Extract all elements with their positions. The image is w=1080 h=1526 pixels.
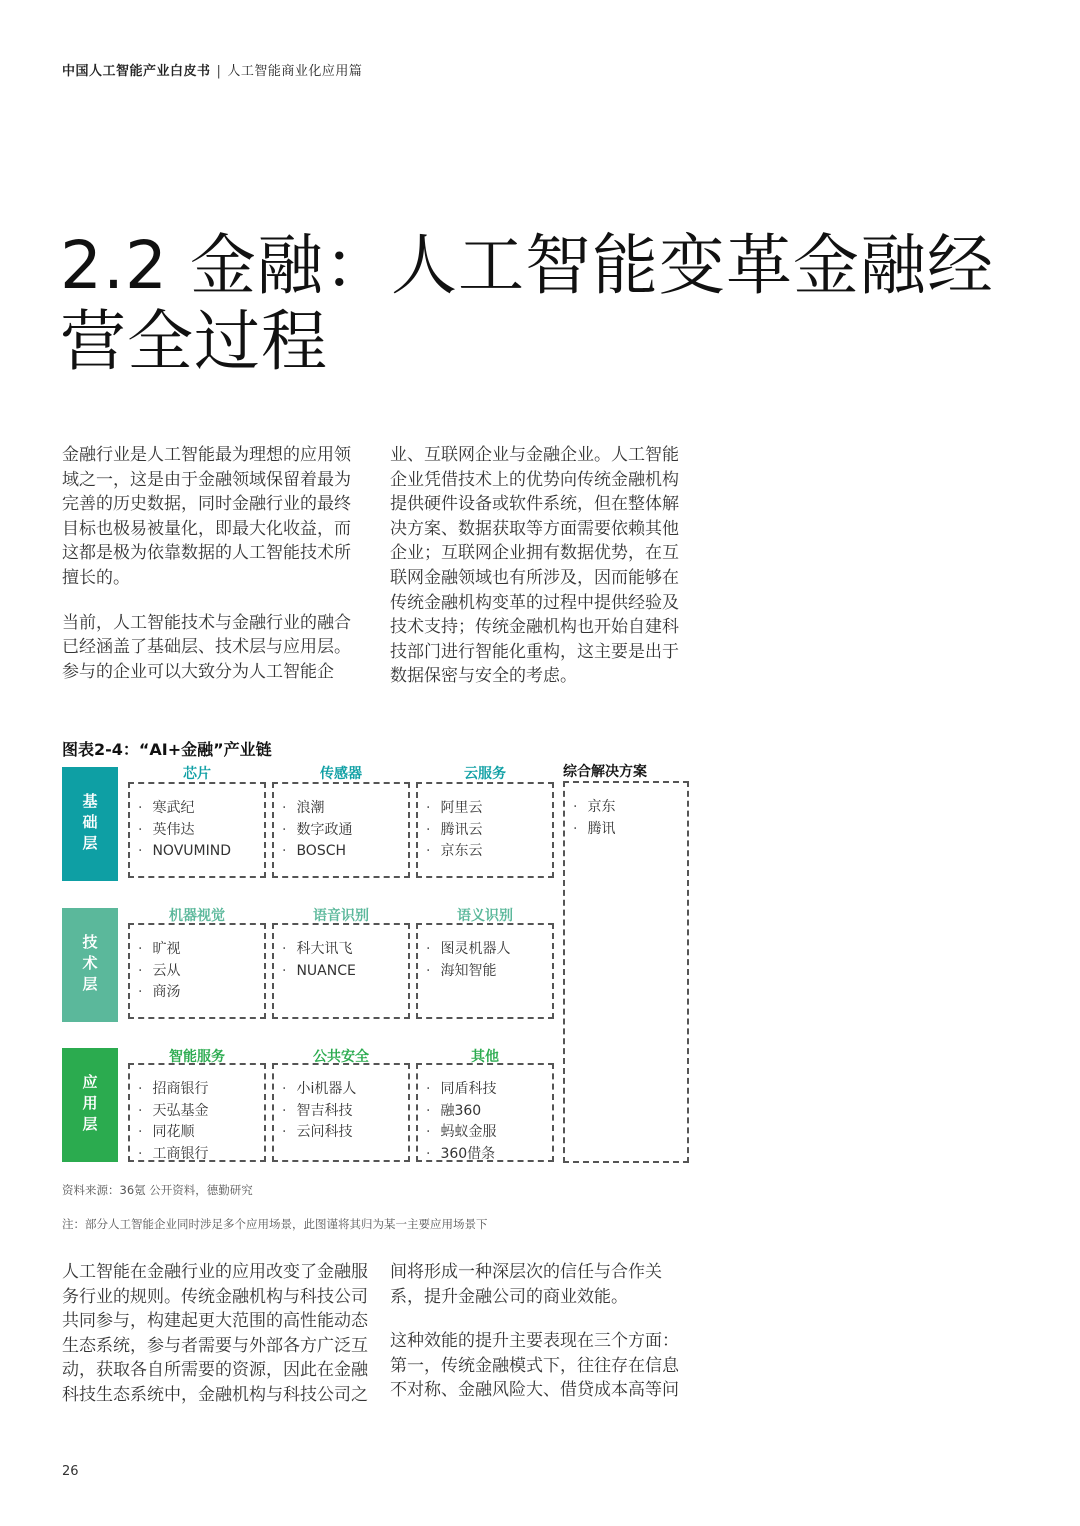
group-box-vision: [128, 923, 266, 1019]
group-box-chip: [128, 782, 266, 878]
header-left: 中国人工智能产业白皮书: [62, 64, 211, 79]
intro-column-right: [390, 443, 686, 709]
category-title-semantic: 语义识别: [457, 908, 513, 924]
list-item: · 商汤: [138, 982, 264, 1004]
list-item: · 数字政通: [282, 820, 408, 842]
body-paragraph-1: 人工智能在金融行业的应用改变了金融服务行业的规则。传统金融机构与科技公司共同参与，构建起更大范围的高性能动态生态系统，参与者需要与外部各方广泛互动，获取各自所需要的资源，因此在金融科技生态系统中，金融机构与科技公司之: [62, 1262, 368, 1405]
body-paragraph-2: 间将形成一种深层次的信任与合作关系，提升金融公司的商业效能。: [390, 1262, 662, 1307]
intro-paragraph-3: 业、互联网企业与金融企业。人工智能企业凭借技术上的优势向传统金融机构提供硬件设备或软件系统，但在整体解决方案、数据获取等方面需要依赖其他企业；互联网企业拥有数据优势，在互联网金融领域也有所涉及，因而能够在传统金融机构变革的过程中提供经验及技术支持；传统金融机构也开始自建科技部门进行智能化重构，这主要是出于数据保密与安全的考虑。: [390, 445, 679, 687]
category-title-public-safety: 公共安全: [313, 1049, 369, 1065]
group-box-semantic: [416, 923, 554, 1019]
group-box-speech: [272, 923, 410, 1019]
list-item: · NUANCE: [282, 961, 408, 983]
body-column-left: [62, 1260, 368, 1428]
header-separator: |: [216, 64, 222, 79]
figure-source: 资料来源：36氪 公开资料，德勤研究: [62, 1183, 253, 1197]
category-title-other: 其他: [471, 1049, 499, 1065]
list-item: · 科大讯飞: [282, 939, 408, 961]
list-item: · BOSCH: [282, 841, 408, 863]
intro-paragraph-1: 金融行业是人工智能最为理想的应用领域之一，这是由于金融领域保留着最为完善的历史数据，同时金融行业的最终目标也极易被量化，即最大化收益，而这都是极为依靠数据的人工智能技术所擅长的。: [62, 445, 351, 588]
category-title-cloud: 云服务: [464, 766, 506, 782]
list-item: · 海知智能: [426, 961, 552, 983]
list-item: · 京东: [573, 797, 687, 819]
layer-label-technology: 技术层: [62, 908, 118, 1022]
solution-title: 综合解决方案: [563, 764, 647, 780]
category-title-smart-service: 智能服务: [169, 1049, 225, 1065]
category-title-sensor: 传感器: [320, 766, 362, 782]
layer-label-application: 应用层: [62, 1048, 118, 1162]
group-box-public-safety: [272, 1063, 410, 1162]
list-item: · 腾讯: [573, 819, 687, 841]
list-item: · 蚂蚁金服: [426, 1122, 552, 1144]
section-title: 2.2 金融：人工智能变革金融经营全过程: [60, 227, 994, 380]
list-item: · 图灵机器人: [426, 939, 552, 961]
group-box-other: [416, 1063, 554, 1162]
group-box-sensor: [272, 782, 410, 878]
category-title-vision: 机器视觉: [169, 908, 225, 924]
list-item: · 同盾科技: [426, 1079, 552, 1101]
layer-label-foundation: 基础层: [62, 767, 118, 881]
category-title-speech: 语音识别: [313, 908, 369, 924]
group-box-cloud: [416, 782, 554, 878]
list-item: · 旷视: [138, 939, 264, 961]
list-item: · 阿里云: [426, 798, 552, 820]
list-item: · 360借条: [426, 1144, 552, 1166]
list-item: · 云从: [138, 961, 264, 983]
list-item: · NOVUMIND: [138, 841, 264, 863]
list-item: · 腾讯云: [426, 820, 552, 842]
intro-paragraph-2: 当前，人工智能技术与金融行业的融合已经涵盖了基础层、技术层与应用层。参与的企业可以大致分为人工智能企: [62, 612, 351, 682]
list-item: · 同花顺: [138, 1122, 264, 1144]
list-item: · 京东云: [426, 841, 552, 863]
list-item: · 天弘基金: [138, 1101, 264, 1123]
list-item: · 招商银行: [138, 1079, 264, 1101]
header-right: 人工智能商业化应用篇: [227, 64, 363, 79]
list-item: · 寒武纪: [138, 798, 264, 820]
intro-column-left: [62, 443, 358, 704]
list-item: · 工商银行: [138, 1144, 264, 1166]
figure-note: 注：部分人工智能企业同时涉足多个应用场景，此图谨将其归为某一主要应用场景下: [62, 1217, 488, 1231]
list-item: · 英伟达: [138, 820, 264, 842]
list-item: · 小i机器人: [282, 1079, 408, 1101]
category-title-chip: 芯片: [183, 766, 211, 782]
body-paragraph-3: 这种效能的提升主要表现在三个方面：第一，传统金融模式下，往往存在信息不对称、金融风险大、借贷成本高等问: [390, 1331, 679, 1401]
page-number: 26: [62, 1464, 79, 1479]
page-header: [62, 60, 362, 79]
list-item: · 融360: [426, 1101, 552, 1123]
body-column-right: [390, 1260, 686, 1423]
solution-box: [563, 781, 689, 1163]
list-item: · 云问科技: [282, 1122, 408, 1144]
figure-title: 图表2-4：“AI+金融”产业链: [62, 740, 272, 759]
list-item: · 浪潮: [282, 798, 408, 820]
group-box-smart-service: [128, 1063, 266, 1162]
list-item: · 智吉科技: [282, 1101, 408, 1123]
